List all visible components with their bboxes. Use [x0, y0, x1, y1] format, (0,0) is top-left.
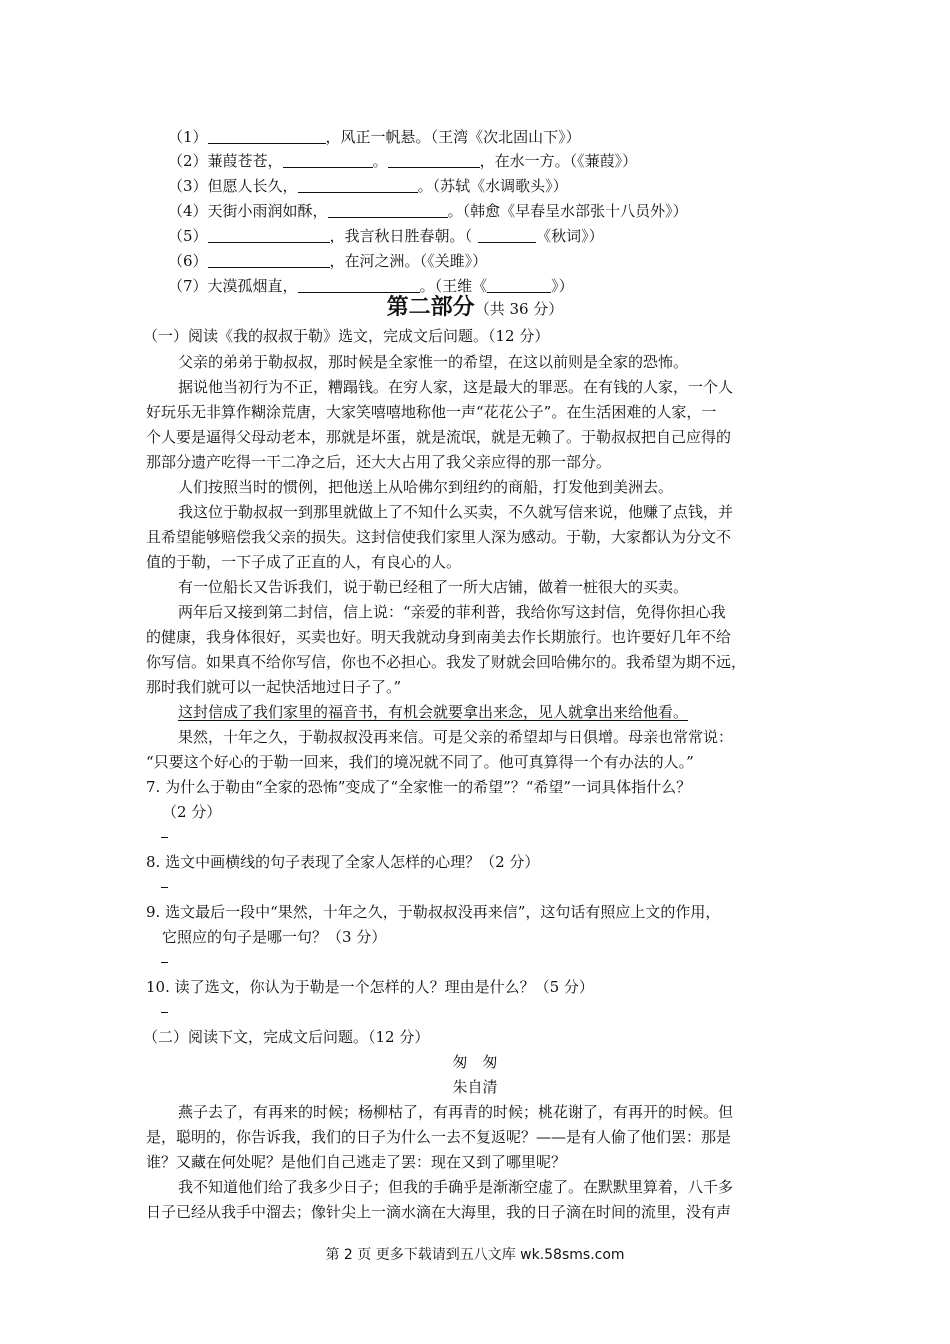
part2-score: （共 36 分）: [474, 300, 564, 318]
question-9-line2: 它照应的句子是哪一句？（3 分）: [162, 928, 387, 946]
fill-item-6: （6） ，在河之洲。（《关雎》）: [168, 252, 488, 270]
part2-title: 第二部分: [386, 295, 475, 320]
page-footer: 第 2 页 更多下载请到五八文库 wk.58sms.com: [325, 1247, 625, 1263]
passage-line: 据说他当初行为不正，糟蹋钱。在穷人家，这是最大的罪恶。在有钱的人家，一个人: [178, 378, 734, 396]
question-10: 10. 读了选文，你认为于勒是一个怎样的人？理由是什么？（5 分）: [146, 978, 594, 996]
answer-line[interactable]: [161, 962, 168, 963]
passage-line: 个人要是逼得父母动老本，那就是坏蛋，就是流氓，就是无赖了。于勒叔叔把自己应得的: [146, 428, 732, 446]
answer-blank[interactable]: [487, 276, 551, 293]
passage-line: 且希望能够赔偿我父亲的损失。这封信使我们家里人深为感动。于勒，大家都认为分文不: [146, 528, 732, 546]
passage-line: 那部分遗产吃得一干二净之后，还大大占用了我父亲应得的那一部分。: [146, 453, 612, 471]
essay-author: 朱自清: [452, 1078, 498, 1096]
passage-line: 两年后又接到第二封信，信上说：“亲爱的菲利普，我给你写这封信，免得你担心我: [178, 603, 726, 621]
question-8: 8. 选文中画横线的句子表现了全家人怎样的心理？（2 分）: [146, 853, 540, 871]
passage-line: 人们按照当时的惯例，把他送上从哈佛尔到纽约的商船，打发他到美洲去。: [178, 478, 674, 496]
answer-blank[interactable]: [283, 151, 373, 168]
answer-line[interactable]: [161, 1012, 168, 1013]
passage-line: 日子已经从我手中溜去；像针尖上一滴水滴在大海里，我的日子滴在时间的流里，没有声: [146, 1203, 732, 1221]
part2-heading: [0, 296, 950, 321]
passage-line: 燕子去了，有再来的时候；杨柳枯了，有再青的时候；桃花谢了，有再开的时候。但: [178, 1103, 734, 1121]
answer-line[interactable]: [161, 837, 168, 838]
passage-line: 谁？又藏在何处呢？是他们自己逃走了罢：现在又到了哪里呢？: [146, 1153, 567, 1171]
answer-blank[interactable]: [208, 127, 326, 144]
answer-blank[interactable]: [328, 201, 448, 218]
answer-blank[interactable]: [298, 276, 420, 293]
passage-line: 的健康，我身体很好，买卖也好。明天我就动身到南美去作长期旅行。也许要好几年不给: [146, 628, 732, 646]
passage-line: 那时我们就可以一起快活地过日子了。”: [146, 678, 402, 696]
fill-item-7: （7）大漠孤烟直， 。（王维《 》）: [168, 277, 574, 295]
answer-blank[interactable]: [388, 151, 480, 168]
passage-line: 果然，十年之久，于勒叔叔没再来信。可是父亲的希望却与日俱增。母亲也常常说：: [178, 728, 734, 746]
answer-blank[interactable]: [478, 226, 536, 243]
underlined-sentence: 这封信成了我们家里的福音书，有机会就要拿出来念，见人就拿出来给他看。: [178, 703, 689, 721]
question-7-score: （2 分）: [162, 803, 222, 821]
answer-blank[interactable]: [298, 176, 418, 193]
section2-heading: （二）阅读下文，完成文后问题。（12 分）: [143, 1028, 430, 1046]
passage-line: 父亲的弟弟于勒叔叔，那时候是全家惟一的希望，在这以前则是全家的恐怖。: [178, 353, 689, 371]
passage-line: 你写信。如果真不给你写信，你也不必担心。我发了财就会回哈佛尔的。我希望为期不远，: [146, 653, 747, 671]
passage-line: “只要这个好心的于勒一回来，我们的境况就不同了。他可真算得一个有办法的人。”: [146, 753, 694, 771]
passage-line: 我不知道他们给了我多少日子；但我的手确乎是渐渐空虚了。在默默里算着，八千多: [178, 1178, 734, 1196]
answer-line[interactable]: [161, 887, 168, 888]
passage-line: 值的于勒，一下子成了正直的人，有良心的人。: [146, 553, 462, 571]
passage-line: 我这位于勒叔叔一到那里就做上了不知什么买卖，不久就写信来说，他赚了点钱，并: [178, 503, 734, 521]
answer-blank[interactable]: [208, 251, 330, 268]
question-9: 9. 选文最后一段中“果然，十年之久，于勒叔叔没再来信”，这句话有照应上文的作用，: [146, 903, 721, 921]
fill-item-5: （5） ，我言秋日胜春朝。（ 《秋词》）: [168, 227, 604, 245]
fill-item-4: （4）天街小雨润如酥， 。（韩愈《早春呈水部张十八员外》）: [168, 202, 688, 220]
passage-line: 好玩乐无非算作糊涂荒唐，大家笑嘻嘻地称他一声“花花公子”。在生活困难的人家，一: [146, 403, 717, 421]
essay-title: 匆 匆: [452, 1053, 498, 1071]
fill-item-3: （3）但愿人长久， 。（苏轼《水调歌头》）: [168, 177, 568, 195]
answer-blank[interactable]: [208, 226, 330, 243]
fill-item-1: （1） ，风正一帆悬。（王湾《次北固山下》）: [168, 128, 581, 146]
fill-item-2: （2）蒹葭苍苍， 。 ，在水一方。（《蒹葭》）: [168, 152, 638, 170]
question-7: 7. 为什么于勒由“全家的恐怖”变成了“全家惟一的希望”？“希望”一词具体指什么？: [146, 778, 692, 796]
passage-line: 是，聪明的，你告诉我，我们的日子为什么一去不复返呢？——是有人偷了他们罢：那是: [146, 1128, 732, 1146]
passage-line: 有一位船长又告诉我们，说于勒已经租了一所大店铺，做着一桩很大的买卖。: [178, 578, 689, 596]
section1-heading: （一）阅读《我的叔叔于勒》选文，完成文后问题。（12 分）: [143, 327, 550, 345]
